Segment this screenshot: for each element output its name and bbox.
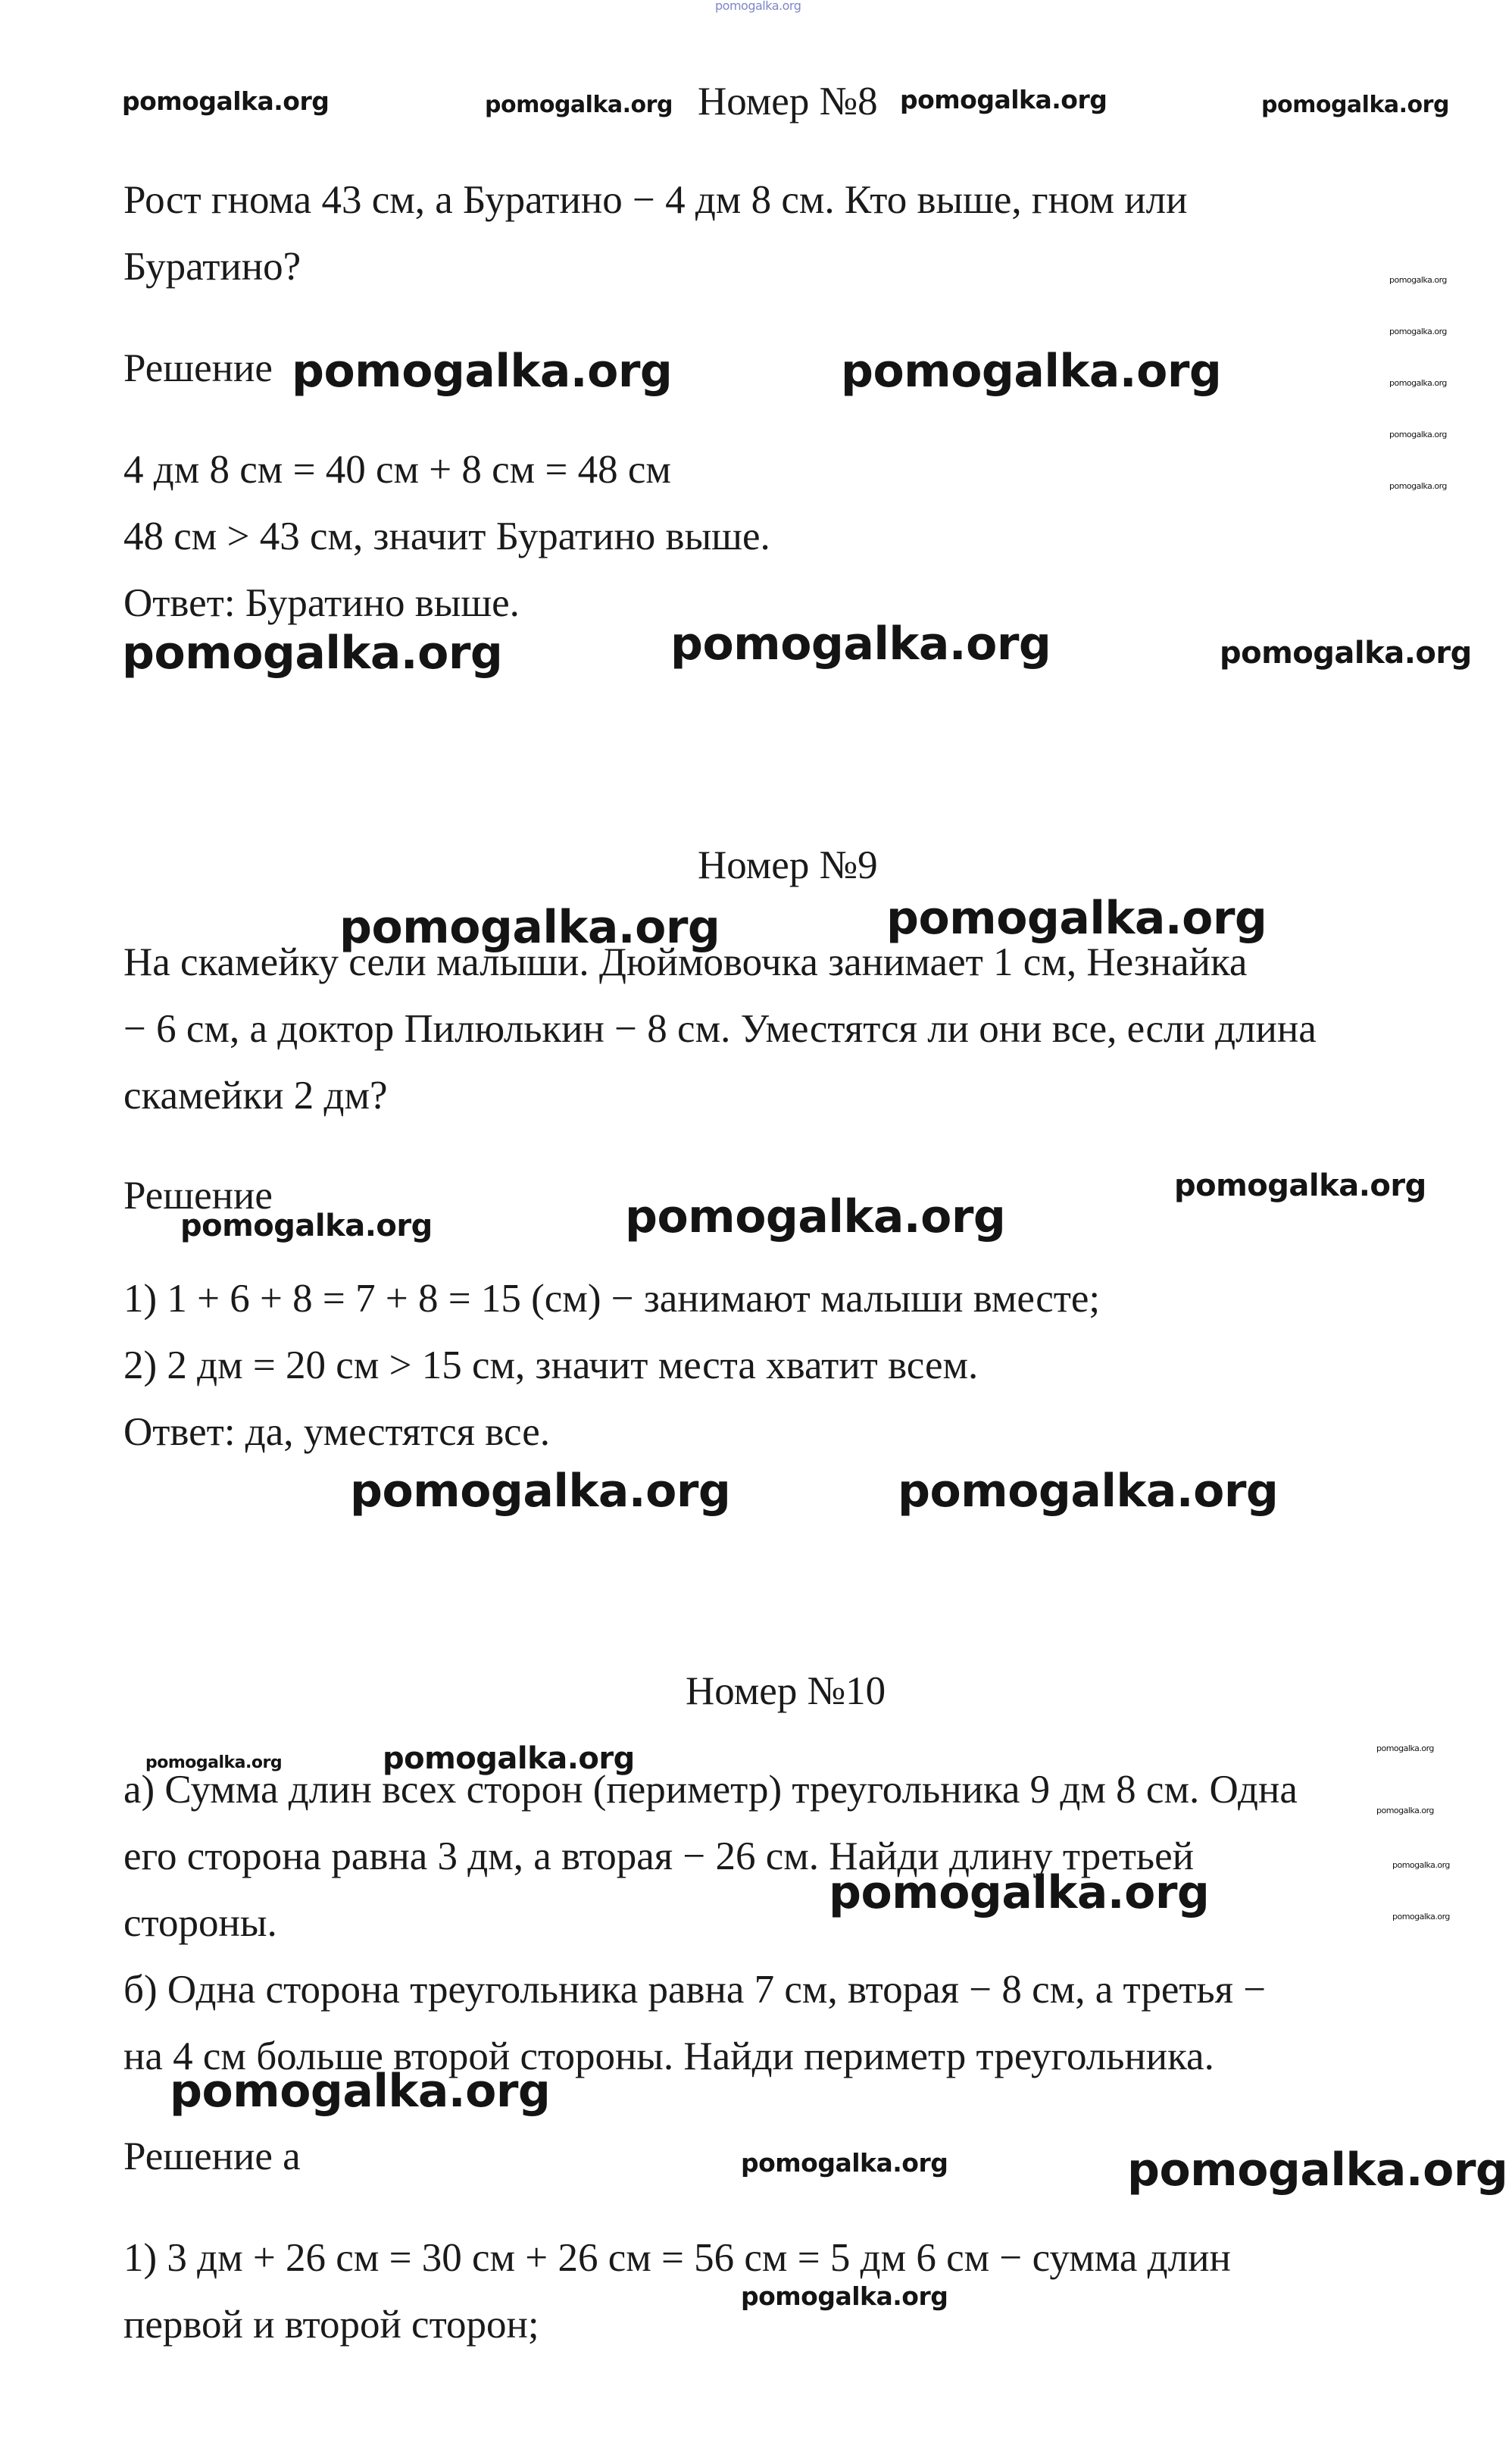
watermark: pomogalka.org bbox=[122, 86, 330, 116]
watermark: pomogalka.org bbox=[1174, 1168, 1426, 1203]
problem-heading: Номер №10 bbox=[686, 1669, 886, 1713]
watermark: pomogalka.org bbox=[1389, 430, 1447, 439]
watermark: pomogalka.org bbox=[180, 1209, 433, 1243]
solution-line: первой и второй сторон; bbox=[123, 2303, 539, 2347]
watermark: pomogalka.org bbox=[145, 1753, 283, 1772]
problem-text-line: на 4 см больше второй стороны. Найди периметр треугольника. bbox=[123, 2034, 1214, 2078]
watermark: pomogalka.org bbox=[1376, 1806, 1434, 1815]
watermark: pomogalka.org bbox=[1376, 1743, 1434, 1753]
problem-heading: Номер №9 bbox=[698, 843, 878, 887]
problem-text-line: его сторона равна 3 дм, а вторая − 26 см. Найди длину третьей bbox=[123, 1834, 1194, 1878]
solution-line: 1) 1 + 6 + 8 = 7 + 8 = 15 (см) − занимают малыши вместе; bbox=[123, 1277, 1101, 1321]
problem-text-line: а) Сумма длин всех сторон (периметр) треугольника 9 дм 8 см. Одна bbox=[123, 1768, 1298, 1812]
watermark: pomogalka.org bbox=[841, 345, 1222, 398]
watermark: pomogalka.org bbox=[715, 0, 801, 13]
watermark: pomogalka.org bbox=[1392, 1860, 1450, 1870]
watermark: pomogalka.org bbox=[741, 2281, 948, 2311]
watermark: pomogalka.org bbox=[339, 901, 720, 954]
solution-line: 4 дм 8 см = 40 см + 8 см = 48 см bbox=[123, 448, 671, 492]
problem-text-line: Рост гнома 43 см, а Буратино − 4 дм 8 см. Кто выше, гном или bbox=[123, 178, 1188, 222]
watermark: pomogalka.org bbox=[292, 345, 673, 398]
watermark: pomogalka.org bbox=[350, 1465, 731, 1518]
problem-text-line: б) Одна сторона треугольника равна 7 см, вторая − 8 см, а третья − bbox=[123, 1968, 1267, 2012]
problem-text-line: скамейки 2 дм? bbox=[123, 1074, 388, 1118]
watermark: pomogalka.org bbox=[383, 1741, 635, 1776]
watermark: pomogalka.org bbox=[1389, 275, 1447, 285]
solution-label: Решение bbox=[123, 346, 273, 390]
answer-line: Ответ: Буратино выше. bbox=[123, 581, 520, 625]
watermark: pomogalka.org bbox=[170, 2065, 551, 2118]
watermark: pomogalka.org bbox=[1389, 481, 1447, 491]
watermark: pomogalka.org bbox=[1127, 2144, 1508, 2197]
solution-label: Решение bbox=[123, 1174, 273, 1218]
watermark: pomogalka.org bbox=[1389, 378, 1447, 388]
answer-line: Ответ: да, уместятся все. bbox=[123, 1410, 550, 1454]
watermark: pomogalka.org bbox=[1220, 636, 1472, 671]
watermark: pomogalka.org bbox=[1261, 92, 1449, 118]
watermark: pomogalka.org bbox=[898, 1465, 1279, 1518]
watermark: pomogalka.org bbox=[1392, 1912, 1450, 1922]
solution-label: Решение а bbox=[123, 2134, 301, 2178]
watermark: pomogalka.org bbox=[1389, 327, 1447, 336]
watermark: pomogalka.org bbox=[485, 92, 673, 118]
watermark: pomogalka.org bbox=[741, 2148, 948, 2178]
watermark: pomogalka.org bbox=[625, 1190, 1006, 1243]
solution-line: 2) 2 дм = 20 см > 15 см, значит места хватит всем. bbox=[123, 1343, 979, 1387]
problem-heading: Номер №8 bbox=[698, 80, 878, 124]
problem-text-line: Буратино? bbox=[123, 245, 301, 289]
problem-text-line: − 6 см, а доктор Пилюлькин − 8 см. Уместятся ли они все, если длина bbox=[123, 1007, 1317, 1051]
problem-text-line: стороны. bbox=[123, 1901, 277, 1945]
watermark: pomogalka.org bbox=[886, 892, 1267, 945]
watermark: pomogalka.org bbox=[829, 1866, 1210, 1919]
watermark: pomogalka.org bbox=[900, 85, 1107, 114]
watermark: pomogalka.org bbox=[670, 618, 1051, 671]
problem-text-line: На скамейку сели малыши. Дюймовочка занимает 1 см, Незнайка bbox=[123, 940, 1248, 984]
solution-line: 48 см > 43 см, значит Буратино выше. bbox=[123, 514, 770, 558]
solution-line: 1) 3 дм + 26 см = 30 см + 26 см = 56 см = 5 дм 6 см − сумма длин bbox=[123, 2236, 1231, 2280]
watermark: pomogalka.org bbox=[122, 627, 503, 680]
